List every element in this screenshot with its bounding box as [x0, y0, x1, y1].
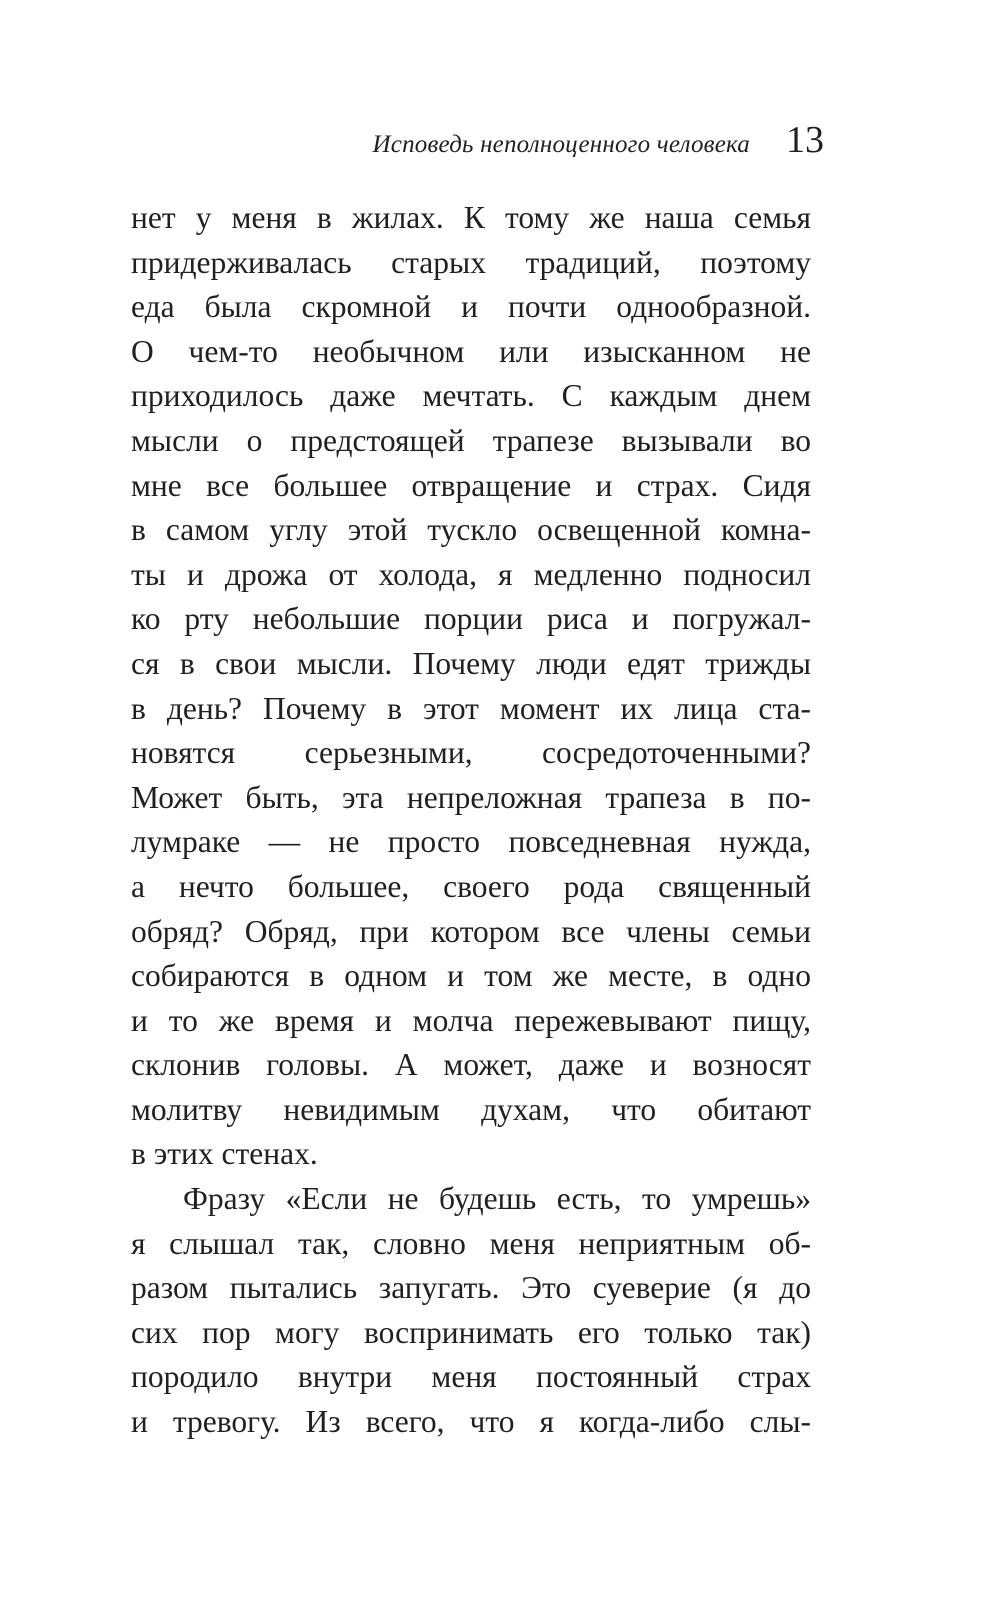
text-line: ко рту небольшие порции риса и погружал-: [131, 601, 811, 637]
text-line: придерживалась старых традиций, поэтому: [131, 244, 811, 280]
text-line: О чем-то необычном или изысканном не: [131, 333, 811, 369]
text-line: и тревогу. Из всего, что я когда-либо слы-: [131, 1404, 811, 1440]
text-line: ся в свои мысли. Почему люди едят трижды: [131, 645, 811, 681]
text-line: я слышал так, словно меня неприятным об-: [131, 1225, 811, 1261]
text-line: нет у меня в жилах. К тому же наша семья: [131, 200, 811, 235]
text-line: мне все большее отвращение и страх. Сидя: [131, 467, 811, 503]
text-line: обряд? Обряд, при котором все члены семьи: [131, 913, 811, 949]
text-line: лумраке — не просто повседневная нужда,: [131, 824, 811, 860]
text-line: в самом углу этой тускло освещенной комна-: [131, 512, 811, 548]
text-line: молитву невидимым духам, что обитают: [131, 1091, 811, 1127]
running-title: Исповедь неполноценного человека: [372, 131, 750, 158]
text-line: в этих стенах.: [131, 1136, 318, 1172]
body-text: [131, 196, 811, 1445]
text-line: Может быть, эта непреложная трапеза в по-: [131, 779, 811, 815]
text-line: а нечто большее, своего рода священный: [131, 868, 811, 904]
text-line: в день? Почему в этот момент их лица ста-: [131, 690, 811, 726]
text-line: ты и дрожа от холода, я медленно подносил: [131, 556, 811, 592]
text-line: сих пор могу воспринимать его только так): [131, 1314, 811, 1350]
text-line: породило внутри меня постоянный страх: [131, 1359, 811, 1395]
text-line: мысли о предстоящей трапезе вызывали во: [131, 422, 811, 458]
text-line: приходилось даже мечтать. С каждым днем: [131, 378, 811, 414]
page-number: 13: [786, 119, 824, 161]
text-line: Фразу «Если не будешь есть, то умрешь»: [183, 1181, 811, 1217]
text-line: и то же время и молча пережевывают пищу,: [131, 1002, 811, 1038]
text-line: еда была скромной и почти однообразной.: [131, 289, 811, 325]
text-line: новятся серьезными, сосредоточенными?: [131, 735, 811, 771]
text-line: склонив головы. А может, даже и возносят: [131, 1047, 811, 1083]
text-line: разом пытались запугать. Это суеверие (я до: [131, 1270, 811, 1306]
text-line: собираются в одном и том же месте, в одно: [131, 958, 811, 994]
running-head: [373, 118, 824, 162]
